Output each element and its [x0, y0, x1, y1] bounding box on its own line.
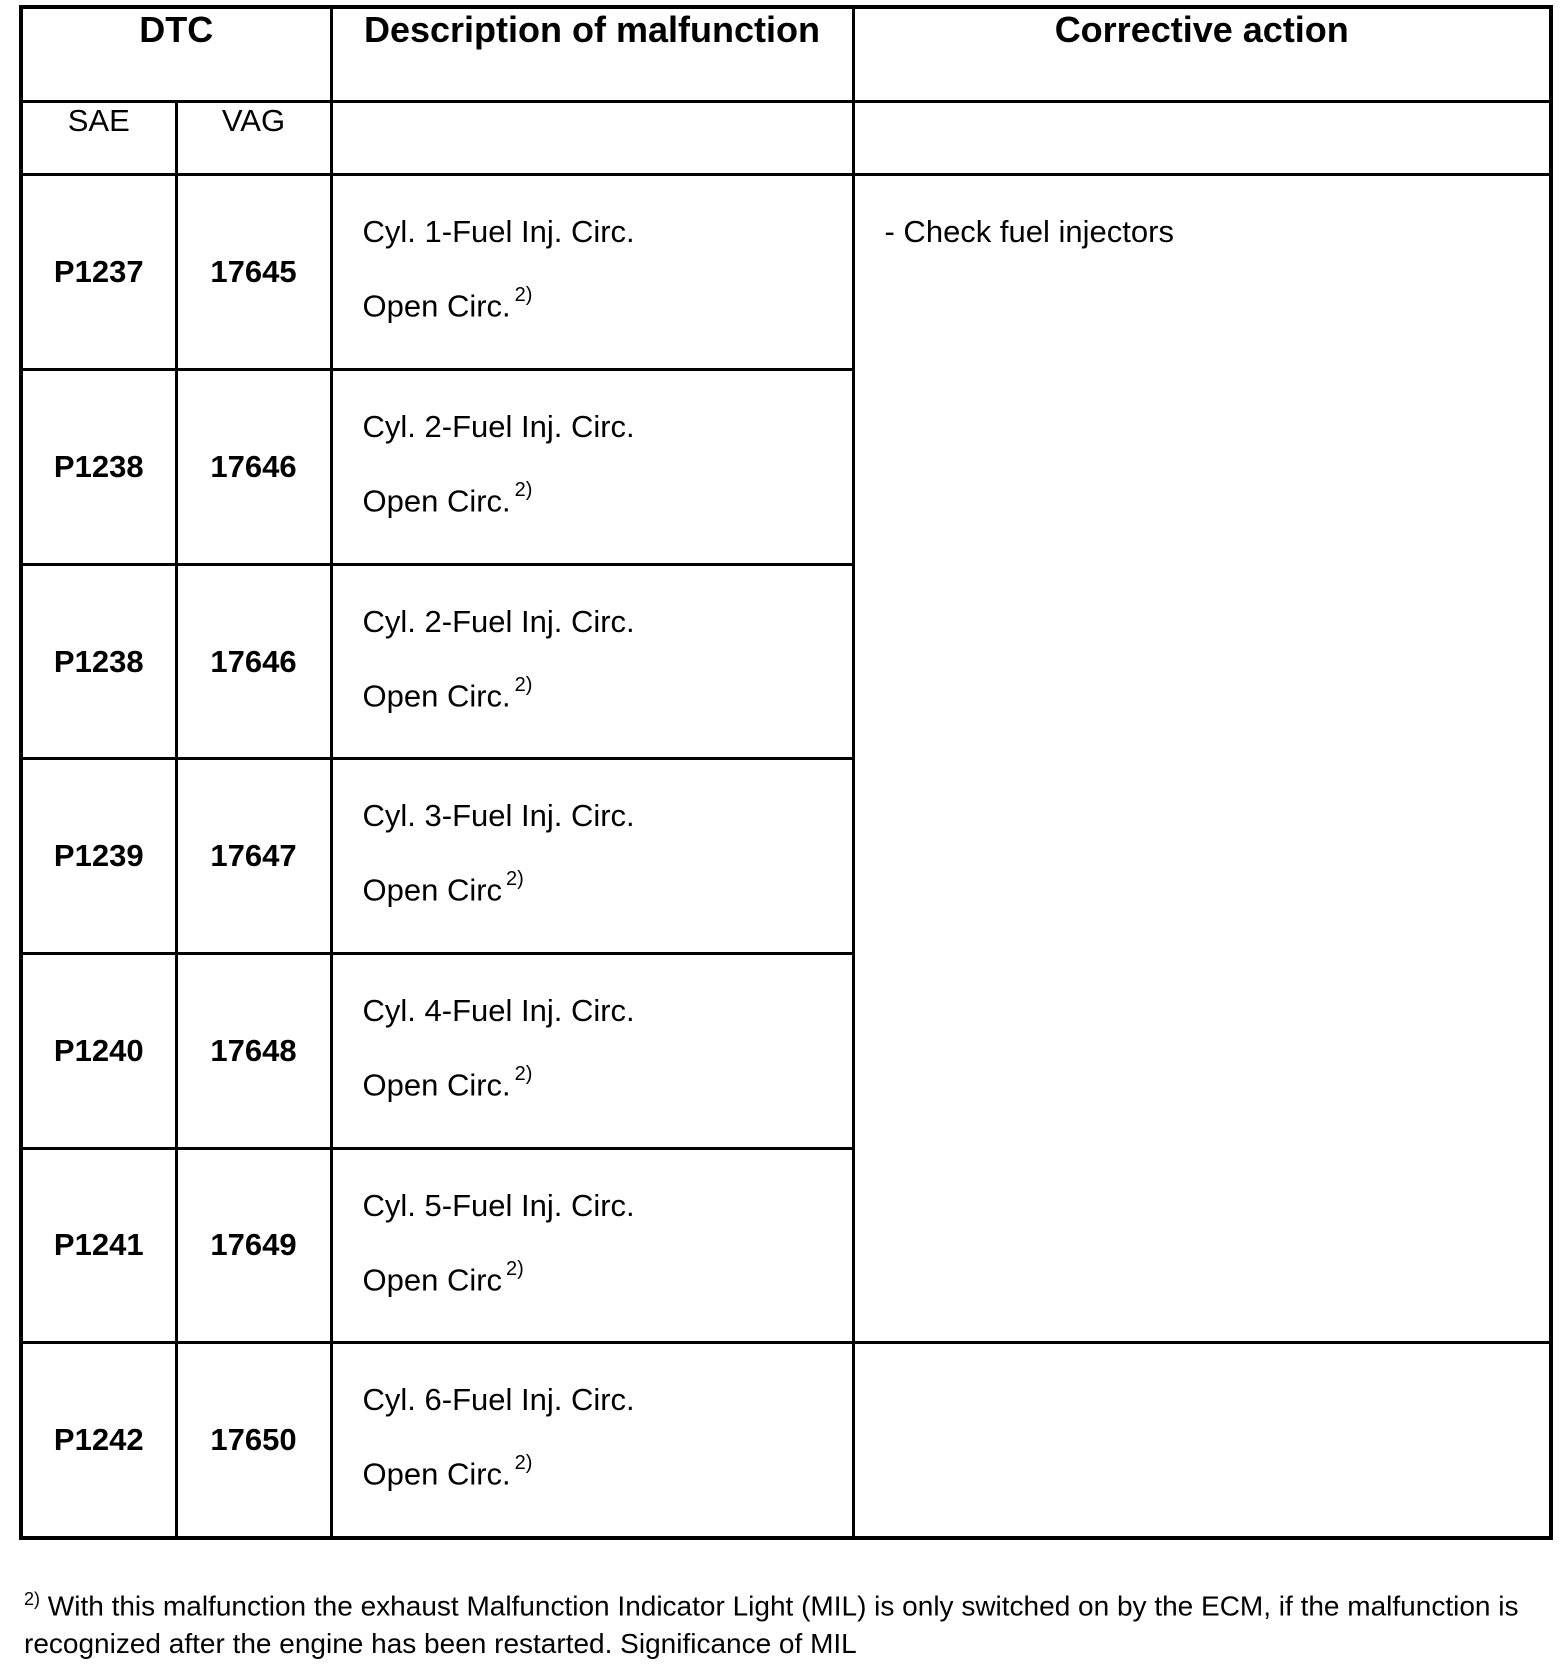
subheader-sae: SAE: [21, 101, 176, 175]
description-line2: [362, 673, 852, 714]
malfunction-description: [331, 175, 853, 370]
vag-code: 17646: [176, 564, 331, 759]
open-circ-text: Open Circ.: [362, 483, 511, 519]
description-line2: [362, 1257, 852, 1298]
subheader-empty-action: [853, 101, 1551, 175]
corrective-action-item: - Check fuel injectors: [884, 214, 1174, 250]
malfunction-description: [331, 1343, 853, 1538]
sae-code: P1242: [21, 1343, 176, 1538]
malfunction-description: [331, 1148, 853, 1343]
header-row: [21, 7, 1551, 101]
open-circ-text: Open Circ.: [362, 1456, 511, 1492]
vag-code: 17647: [176, 759, 331, 954]
malfunction-description: [331, 370, 853, 565]
header-corrective-action: Corrective action: [853, 7, 1551, 101]
description-line2: [362, 479, 852, 519]
footnote-ref: 2): [514, 1452, 533, 1475]
sae-code: P1237: [21, 175, 176, 370]
subheader-vag: VAG: [176, 101, 331, 175]
description-line1: Cyl. 2-Fuel Inj. Circ.: [362, 603, 635, 639]
vag-code: 17650: [176, 1343, 331, 1538]
description-line1: Cyl. 2-Fuel Inj. Circ.: [362, 409, 635, 445]
table-row: [21, 175, 1551, 370]
description-line2: [362, 1452, 852, 1492]
open-circ-text: Open Circ: [362, 872, 503, 908]
malfunction-description: [331, 564, 853, 759]
footnote-ref: 2): [514, 673, 533, 696]
subheader-empty-desc: [331, 101, 853, 175]
sae-code: P1238: [21, 370, 176, 565]
header-dtc: DTC: [21, 7, 331, 101]
description-line1: Cyl. 6-Fuel Inj. Circ.: [362, 1382, 635, 1418]
description-line1: Cyl. 1-Fuel Inj. Circ.: [362, 214, 635, 250]
open-circ-text: Open Circ.: [362, 288, 511, 324]
table-row: [21, 1343, 1551, 1538]
vag-code: 17645: [176, 175, 331, 370]
sae-code: P1239: [21, 759, 176, 954]
malfunction-description: [331, 759, 853, 954]
malfunction-description: [331, 953, 853, 1148]
subheader-row: [21, 101, 1551, 175]
sae-code: P1241: [21, 1148, 176, 1343]
description-line2: [362, 868, 852, 908]
footnote: [24, 1580, 1524, 1663]
description-line2: [362, 284, 852, 324]
footnote-ref: 2): [506, 868, 524, 891]
footnote-ref: 2): [514, 284, 533, 307]
footnote-ref: 2): [514, 1062, 533, 1085]
open-circ-text: Open Circ.: [362, 1067, 511, 1103]
corrective-action-empty: [853, 1343, 1551, 1538]
corrective-action-cell: [853, 175, 1551, 1343]
vag-code: 17649: [176, 1148, 331, 1343]
header-description: Description of malfunction: [331, 7, 853, 101]
description-line1: Cyl. 4-Fuel Inj. Circ.: [362, 992, 635, 1028]
description-line2: [362, 1062, 852, 1103]
sae-code: P1238: [21, 564, 176, 759]
open-circ-text: Open Circ.: [362, 678, 511, 714]
vag-code: 17648: [176, 953, 331, 1148]
description-line1: Cyl. 5-Fuel Inj. Circ.: [362, 1187, 635, 1223]
footnote-text: With this malfunction the exhaust Malfunction Indicator Light (MIL) is only switched on by the ECM, if the malfunction is recognized after the engine has been restarted. Significance of MIL: [24, 1590, 1519, 1660]
description-line1: Cyl. 3-Fuel Inj. Circ.: [362, 798, 635, 834]
sae-code: P1240: [21, 953, 176, 1148]
open-circ-text: Open Circ: [362, 1261, 503, 1297]
vag-code: 17646: [176, 370, 331, 565]
footnote-marker: 2): [24, 1589, 41, 1609]
footnote-ref: 2): [514, 479, 533, 502]
footnote-ref: 2): [506, 1257, 524, 1280]
dtc-table: [19, 5, 1553, 1540]
